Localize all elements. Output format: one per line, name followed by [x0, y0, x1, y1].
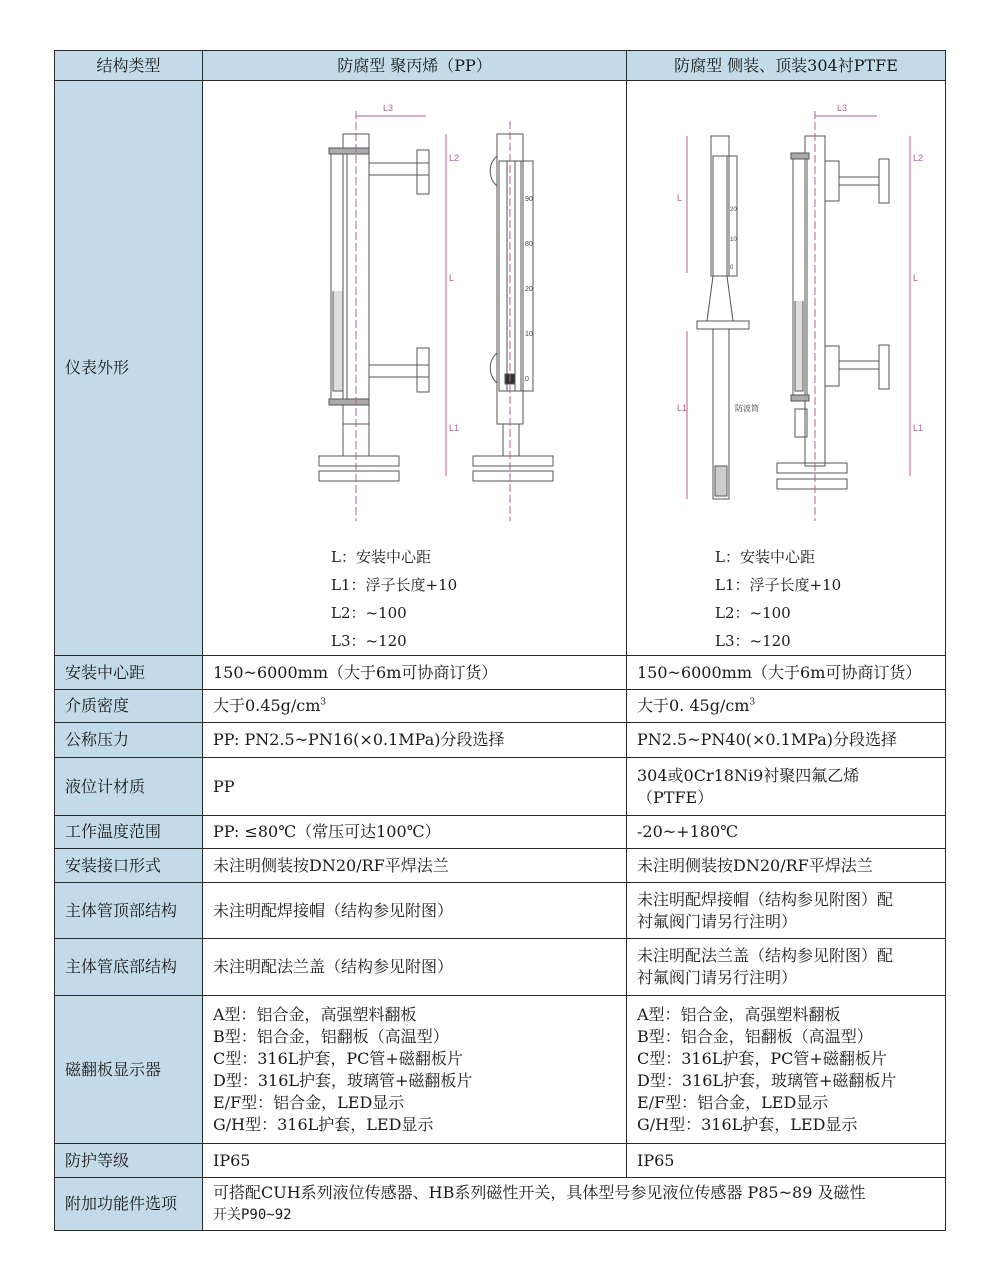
- ptfe-scale-10: 10: [730, 237, 737, 243]
- ptfe-legend: [627, 543, 945, 655]
- row-label: 附加功能件选项: [55, 1178, 203, 1231]
- pp-scale-20: 20: [525, 286, 533, 293]
- ptfe-value-line: 衬氟阀门请另行注明）: [637, 911, 798, 931]
- row-label: 安装中心距: [55, 656, 203, 690]
- row-label: 仪表外形: [55, 81, 203, 656]
- ptfe-legend-l2: L2：~100: [715, 604, 791, 622]
- table-row: [55, 656, 946, 690]
- pp-gauge-drawing: [203, 91, 625, 531]
- ptfe-diagram-cell: [627, 81, 946, 656]
- table-row: [55, 723, 946, 758]
- ptfe-side-dim-l3: L3: [837, 103, 848, 113]
- table-row: [55, 690, 946, 723]
- display-type-a: A型：铝合金，高强塑料翻板: [213, 1004, 417, 1024]
- ptfe-legend-l1: L1：浮子长度+10: [715, 576, 842, 594]
- pp-scale-10: 10: [525, 331, 533, 338]
- ptfe-top-dim-l1: L1: [677, 403, 688, 413]
- table-row: [55, 849, 946, 883]
- ptfe-value-line: 未注明配焊接帽（结构参见附图）配: [637, 889, 894, 909]
- merged-value: [203, 1178, 946, 1231]
- display-type-gh: G/H型：316L护套，LED显示: [213, 1114, 434, 1134]
- display-type-a: A型：铝合金，高强塑料翻板: [637, 1004, 841, 1024]
- merged-value-line: 开关P90~92: [213, 1207, 292, 1223]
- pp-value: [203, 996, 627, 1144]
- ptfe-side-dim-l1: L1: [913, 423, 924, 433]
- row-label: 主体管底部结构: [55, 939, 203, 996]
- ptfe-value: 未注明侧装按DN20/RF平焊法兰: [627, 849, 946, 883]
- spec-table: [54, 50, 946, 1231]
- row-label: 主体管顶部结构: [55, 883, 203, 939]
- header-ptfe: 防腐型 侧装、顶装304衬PTFE: [627, 51, 946, 81]
- row-label: 防护等级: [55, 1144, 203, 1178]
- ptfe-value-line: 未注明配法兰盖（结构参见附图）配: [637, 946, 894, 965]
- ptfe-value: -20~+180℃: [627, 816, 946, 849]
- ptfe-value: [627, 996, 946, 1144]
- pp-diagram-cell: [203, 81, 627, 656]
- pp-dim-l: L: [449, 273, 455, 283]
- ptfe-value: [627, 690, 946, 723]
- pp-value: 未注明侧装按DN20/RF平焊法兰: [203, 849, 627, 883]
- display-type-gh: G/H型：316L护套，LED显示: [637, 1114, 858, 1134]
- pp-value: PP: ≤80℃（常压可达100℃）: [203, 816, 627, 849]
- pp-value: IP65: [203, 1144, 627, 1178]
- display-type-ef: E/F型：铝合金，LED显示: [213, 1092, 405, 1112]
- pp-legend-l2: L2：~100: [331, 604, 407, 622]
- row-label: 公称压力: [55, 723, 203, 758]
- ptfe-scale-20: 20: [730, 207, 737, 213]
- merged-value-line: 可搭配CUH系列液位传感器、HB系列磁性开关，具体型号参见液位传感器 P85~89 及磁性: [213, 1183, 866, 1202]
- display-type-c: C型：316L护套，PC管+磁翻板片: [213, 1048, 463, 1068]
- row-label: 介质密度: [55, 690, 203, 723]
- pp-legend-l: L：安装中心距: [331, 548, 431, 566]
- ptfe-scale-0: 0: [730, 265, 734, 271]
- table-row: [55, 883, 946, 939]
- pp-dim-l1: L1: [449, 423, 460, 433]
- display-type-c: C型：316L护套，PC管+磁翻板片: [637, 1048, 887, 1068]
- pp-scale-90: 90: [525, 196, 533, 203]
- pp-legend-l1: L1：浮子长度+10: [331, 576, 458, 594]
- ptfe-value: PN2.5~PN40(×0.1MPa)分段选择: [627, 723, 946, 758]
- superscript: 3: [749, 697, 756, 708]
- table-row: [55, 816, 946, 849]
- display-type-b: B型：铝合金，铝翻板（高温型）: [213, 1026, 449, 1046]
- pp-scale-0: 0: [525, 376, 529, 383]
- appearance-row: [55, 81, 946, 656]
- pp-dim-l2: L2: [449, 153, 460, 163]
- table-row: [55, 1178, 946, 1231]
- ptfe-value: [627, 758, 946, 816]
- ptfe-legend-l: L：安装中心距: [715, 548, 815, 566]
- ptfe-side-dim-l: L: [913, 273, 919, 283]
- ptfe-value: 150~6000mm（大于6m可协商订货）: [627, 656, 946, 690]
- display-type-ef: E/F型：铝合金，LED显示: [637, 1092, 829, 1112]
- display-type-b: B型：铝合金，铝翻板（高温型）: [637, 1026, 873, 1046]
- ptfe-value: [627, 883, 946, 939]
- pp-value: PP: PN2.5~PN16(×0.1MPa)分段选择: [203, 723, 627, 758]
- ptfe-legend-l3: L3：~120: [715, 632, 791, 650]
- ptfe-side-dim-l2: L2: [913, 153, 924, 163]
- pp-value: [203, 690, 627, 723]
- ptfe-value-line: 304或0Cr18Ni9衬聚四氟乙烯: [637, 765, 860, 785]
- pp-value: 未注明配焊接帽（结构参见附图）: [203, 883, 627, 939]
- ptfe-value-line: （PTFE）: [637, 787, 714, 807]
- pp-legend-l3: L3：~120: [331, 632, 407, 650]
- superscript: 3: [320, 697, 327, 708]
- ptfe-value: IP65: [627, 1144, 946, 1178]
- pp-value: 未注明配法兰盖（结构参见附图）: [203, 939, 627, 996]
- display-type-d: D型：316L护套，玻璃管+磁翻板片: [213, 1070, 473, 1090]
- row-label: 磁翻板显示器: [55, 996, 203, 1144]
- pp-dim-l3: L3: [383, 103, 394, 113]
- row-label: 液位计材质: [55, 758, 203, 816]
- ptfe-value: [627, 939, 946, 996]
- pp-value: 150~6000mm（大于6m可协商订货）: [203, 656, 627, 690]
- pp-density-text: 大于0.45g/cm: [213, 696, 321, 715]
- table-row: [55, 1144, 946, 1178]
- ptfe-density-text: 大于0. 45g/cm: [637, 696, 750, 715]
- table-row: [55, 939, 946, 996]
- header-pp: 防腐型 聚丙烯（PP）: [203, 51, 627, 81]
- table-row: [55, 996, 946, 1144]
- pp-scale-80: 80: [525, 241, 533, 248]
- header-row: [55, 51, 946, 81]
- ptfe-gauge-drawing: [627, 91, 944, 531]
- table-row: [55, 758, 946, 816]
- wave-guard-annotation: 防波筒: [735, 404, 759, 413]
- ptfe-value-line: 衬氟阀门请另行注明）: [637, 968, 798, 987]
- ptfe-top-dim-l: L: [677, 193, 683, 203]
- pp-legend: [203, 543, 626, 655]
- row-label: 工作温度范围: [55, 816, 203, 849]
- pp-value: PP: [203, 758, 627, 816]
- header-structure-type: 结构类型: [55, 51, 203, 81]
- row-label: 安装接口形式: [55, 849, 203, 883]
- display-type-d: D型：316L护套，玻璃管+磁翻板片: [637, 1070, 897, 1090]
